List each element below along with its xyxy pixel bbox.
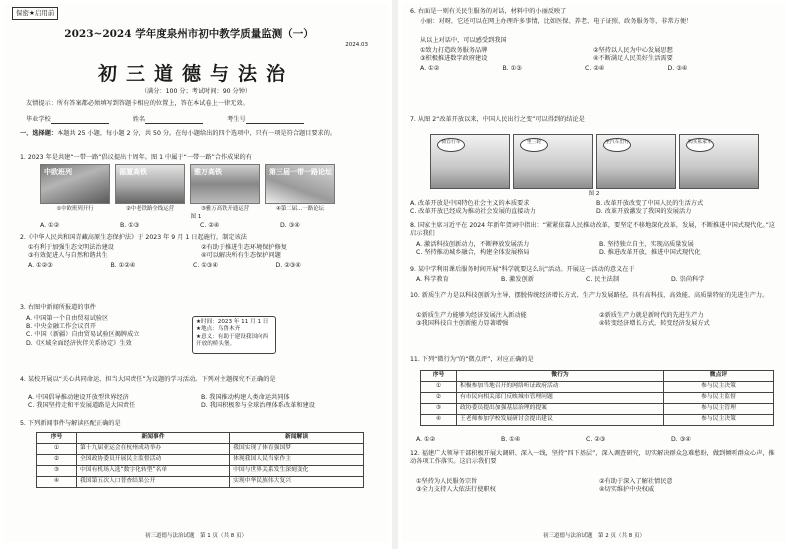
q10-statement: ②新质生产力就是新时代的先进生产力	[599, 312, 704, 319]
option-c[interactable]: C. ①③④	[193, 262, 218, 269]
table-cell: 积极参加当地召开的网络听证政府活动	[457, 382, 664, 393]
page-footer: 初三道德与法治试题 第 1 页（共 8 页）	[145, 532, 247, 539]
section-desc: 本题共 25 小题，每小题 2 分，共 50 分。在每小题给出的四个选项中，只有一项是符合题目要求的。	[57, 130, 337, 137]
q1-options	[40, 222, 360, 230]
question-4: 4. 某校开展以“关心共同命运，担当大国责任”为议题的学习活动。下列对主题探究不正确的是	[20, 376, 276, 383]
field-name: 姓名	[133, 116, 203, 124]
table-cell: 第十九届亚运会在杭州成功举办	[77, 444, 230, 455]
option-c[interactable]: C. ②④	[585, 65, 605, 72]
table-header: 新闻解读	[230, 433, 364, 444]
field-name-line	[145, 117, 203, 124]
option-a[interactable]: A. ①②	[420, 65, 440, 72]
table-cell: 中国与世界关系发生深刻变化	[230, 466, 364, 477]
q12-statement: ①坚持为人民服务宗旨	[416, 478, 478, 485]
question-10: 10. 新质生产力是以科技创新为主导，摆脱传统经济增长方式、生产力发展路径，具有高科技、高效能、高质量特征的先进生产力。	[410, 292, 769, 299]
option-d[interactable]: D. ③④	[671, 436, 691, 443]
q1-image-2	[115, 164, 185, 204]
q7-options	[410, 200, 776, 216]
date-code: 2024.03	[345, 42, 368, 48]
option-b[interactable]: B. ①②④	[110, 262, 136, 269]
q1-caption: ④第二届…一路论坛	[276, 206, 324, 212]
comic-panel-4	[679, 134, 759, 189]
option-a[interactable]: A. ①②	[40, 222, 60, 229]
option-c[interactable]: C. 民主法制	[586, 276, 620, 283]
q12-statement: ③全力支持人大依法行使职权	[416, 486, 496, 494]
table-row	[421, 415, 774, 426]
option-d[interactable]: D. 我国积极参与全球治理体系改革和建设	[201, 402, 315, 410]
section-title: 一、选择题：	[20, 130, 58, 137]
field-school: 毕业学校	[26, 116, 109, 124]
table-cell: 中国有机场入选“数字化转型”名单	[77, 466, 230, 477]
field-school-line	[51, 117, 109, 124]
option-a[interactable]: A. 中国倡导推动建设开放型世界经济	[28, 394, 129, 401]
option-b[interactable]: B. 中央金融工作会议召开	[26, 323, 97, 331]
q2-statement: ①有利于加强生态文明法治建设	[28, 244, 114, 251]
q1-image-3-text: 雅万高铁	[194, 168, 222, 176]
exam-title: 2023~2024 学年度泉州市初中教学质量监测（一）	[64, 28, 314, 40]
table-row	[37, 466, 364, 477]
option-c[interactable]: C. ②③	[586, 436, 606, 443]
option-d[interactable]: D. 改革开放激发了我国的发展活力	[596, 208, 692, 216]
table-cell: 实现中华民族伟大复兴	[230, 477, 364, 488]
table-cell: 王老师参加学校发展研讨会提出建议	[457, 415, 664, 426]
option-c[interactable]: C. 坚持推动城乡融合，构建全体发展格局	[416, 249, 530, 257]
q1-caption: ①中欧班列开行	[56, 206, 94, 212]
table-header: 微点评	[664, 371, 774, 382]
option-a[interactable]: A. ①②	[416, 436, 436, 443]
news-box	[192, 316, 276, 354]
table-header: 序号	[421, 371, 457, 382]
question-3: 3. 右图中新闻所报道的事件	[20, 304, 96, 311]
option-a[interactable]: A. 中国第一个自由贸易试验区	[26, 315, 109, 322]
table-cell: 参与民主管理	[664, 404, 774, 415]
q12-statement: ②有助于深入了解社情民意	[599, 478, 673, 485]
table-cell: 参与民主决策	[664, 382, 774, 393]
q6-statements	[420, 47, 760, 63]
question-6: 6. 右面是一则有关民生服务的对话，材料中的小丽反映了	[410, 8, 567, 15]
q6-lead: 从以上对话中，可以感受到我国	[420, 37, 507, 44]
speech-bubble: 骑自行车	[437, 138, 465, 152]
table-cell: ④	[421, 415, 457, 426]
table-cell: ①	[37, 444, 77, 455]
q6-statement: ③积极推进数字政府建设	[420, 55, 488, 63]
q10-statement: ①新质生产力能够为经济发展注入新动能	[416, 312, 527, 319]
q3-options	[26, 315, 190, 348]
q2-options	[28, 262, 358, 270]
q11-options	[416, 436, 756, 444]
q1-image-1	[40, 164, 110, 204]
figure-1-label: 图 1	[190, 214, 202, 220]
speech-bubble: 坐三轮	[520, 138, 548, 152]
option-a[interactable]: A. 科学教育	[416, 276, 449, 283]
question-12: 12. 福建广大领导干部积极开展大调研、深入一线，坚持“四下基层”，深入调查研究，切实解决群众急难愁盼，做到倾听群众心声，推动各项工作落实。这启示我们要	[410, 450, 775, 466]
table-cell: ②	[37, 455, 77, 466]
field-id: 考生号	[227, 116, 304, 124]
option-c[interactable]: C. 改革开放已经成为推动社会发展的直接动力	[410, 208, 536, 216]
q10-statements	[416, 312, 776, 328]
table-header: 微行为	[457, 371, 664, 382]
comic-panel-2	[513, 134, 593, 189]
student-fields	[26, 116, 371, 124]
table-cell: ①	[421, 382, 457, 393]
option-d[interactable]: D. 推进改革开放，推进中国式现代化	[599, 249, 701, 257]
table-header-row	[37, 433, 364, 444]
option-b[interactable]: B. ①③	[120, 222, 140, 229]
table-cell: 我国实现了体育强国梦	[230, 444, 364, 455]
q2-statement: ④可以解决所有生态保护问题	[201, 252, 281, 260]
table-cell: ③	[37, 466, 77, 477]
q1-image-3	[190, 164, 260, 204]
option-b[interactable]: B. ①③	[502, 65, 522, 72]
option-b[interactable]: B. 改革开放改变了中国人民的生活方式	[596, 200, 704, 207]
option-d[interactable]: D. ②③④	[275, 262, 301, 269]
figure-2-label: 图 2	[588, 191, 600, 197]
q6-statement: ④不断满足人民美好生活需要	[593, 55, 673, 63]
question-11: 11. 下列“微行为”的“微点评”，对应正确的是	[410, 356, 534, 363]
question-9: 9. 某中学利用课后服务时间开展“科学就要这么玩”活动。开展这一活动的意义在于	[410, 266, 635, 273]
q5-table	[36, 432, 364, 488]
question-7: 7. 从图 2“改革开放以来，中国人民出行之变”可以得到的结论是	[410, 116, 585, 123]
secret-label: 保密★启用前	[12, 7, 58, 20]
q1-caption: ②中老铁路全线运营	[126, 206, 174, 212]
q8-options	[416, 241, 776, 257]
q10-statement: ③我国科技自主创新能力显著增强	[416, 320, 509, 328]
table-cell: 政协委员提出加强基层治理的提案	[457, 404, 664, 415]
q1-image-row	[40, 164, 335, 204]
q2-statements	[28, 244, 368, 260]
table-cell: 全国政协委员开展民主监督活动	[77, 455, 230, 466]
option-b[interactable]: B. ①④	[501, 436, 521, 443]
page-footer: 初三道德与法治试题 第 2 页（共 8 页）	[543, 532, 645, 539]
section-heading	[20, 130, 376, 138]
q10-statement: ④转变经济增长方式，转变经济发展方式	[599, 320, 710, 328]
option-c[interactable]: C. ②④	[200, 222, 220, 229]
q1-image-2-text: 福厦高铁	[119, 168, 147, 176]
table-row	[37, 477, 364, 488]
q2-statement: ③有效促进人与自然和谐共生	[28, 252, 108, 260]
option-b[interactable]: B. 我国推动构建人类命运共同体	[201, 394, 290, 401]
table-cell: ②	[421, 393, 457, 404]
q11-table	[420, 370, 774, 426]
option-d[interactable]: D. ③④	[280, 222, 300, 229]
table-row	[421, 382, 774, 393]
exam-page-2	[402, 4, 786, 542]
option-d[interactable]: D.《区域全面经济伙伴关系协定》生效	[26, 339, 132, 347]
table-cell: ③	[421, 404, 457, 415]
table-row	[421, 404, 774, 415]
q12-statement: ④切实维护中央权威	[599, 486, 655, 494]
q1-image-1-text: 中欧班列	[44, 168, 72, 176]
q9-options	[416, 276, 756, 284]
table-row	[37, 444, 364, 455]
news-place: ★地点：乌鲁木齐	[196, 326, 241, 333]
q1-image-4-text: 第三届一带一路论坛	[269, 168, 332, 176]
table-cell: 参与民主决策	[664, 415, 774, 426]
table-row	[421, 393, 774, 404]
q1-caption-row	[40, 206, 335, 213]
exam-page-1	[4, 4, 388, 542]
table-cell: 参与民主监督	[664, 393, 774, 404]
news-time: ★时间：2023 年 11 月 1 日	[196, 319, 269, 325]
speech-bubble: 购买私家车	[686, 138, 714, 152]
figure-2-comic	[430, 134, 759, 189]
table-cell: 我国第五次人口普查结果公开	[77, 477, 230, 488]
table-header: 序号	[37, 433, 77, 444]
q1-caption: ③雅万高铁开通运营	[201, 206, 249, 212]
table-header-row	[421, 371, 774, 382]
table-cell: 体现我国人民当家作主	[230, 455, 364, 466]
question-5: 5. 下列新闻事件与解读匹配正确的是	[20, 420, 121, 427]
option-a[interactable]: A. 激活科技创新动力，不断释放发展活力	[416, 241, 530, 248]
table-row	[37, 455, 364, 466]
comic-panel-1	[430, 134, 510, 189]
q1-image-4	[265, 164, 335, 204]
page-gutter	[392, 0, 398, 549]
q6-quote: 小丽：对呀，它还可以在网上办理许多事情，比如医保、养老、电子证照、政务服务等，非常方便！	[420, 18, 693, 25]
option-d[interactable]: D. 崇尚科学	[671, 276, 705, 283]
q12-statements	[416, 478, 776, 494]
subject-title: 初三道德与法治	[97, 63, 294, 85]
table-header: 新闻事件	[77, 433, 230, 444]
option-d[interactable]: D. ③④	[667, 65, 688, 72]
exam-tip: 友情提示：所有答案都必须填写到答题卡相应的位置上，答在本试卷上一律无效。	[26, 100, 249, 107]
field-id-line	[246, 117, 304, 124]
option-a[interactable]: A. ①②③	[28, 262, 53, 269]
news-content: ★意义：有助于建设我国向西开放的桥头堡。	[196, 333, 269, 348]
question-8: 8. 国家主席习近平在 2024 年新年贺词中指出：“紧紧依靠人民推动改革，要坚定不移地深化改革，发展，不断推进中国式现代化。”这启示我们	[410, 222, 775, 238]
option-b[interactable]: B. 坚持独立自主，实现高质量发展	[599, 241, 694, 248]
q6-statement: ①致力打造政务服务品牌	[420, 47, 488, 54]
q6-statement: ②坚持以人民为中心发展思想	[593, 47, 673, 54]
q4-options	[28, 394, 368, 410]
table-cell: 有市民向相关部门反映城市管理问题	[457, 393, 664, 404]
table-cell: ④	[37, 477, 77, 488]
comic-panel-3	[596, 134, 676, 189]
question-1: 1. 2023 年是共建“一带一路”倡议提出十周年。图 1 中属于“一带一路”合作成果的有	[20, 154, 252, 161]
option-a[interactable]: A. 改革开放是中国特色社会主义的本质要求	[410, 200, 530, 207]
exam-info: （满分：100 分；考试时间：90 分钟）	[140, 88, 252, 95]
option-c[interactable]: C. 我国坚持走和平发展道路是大国责任	[28, 402, 136, 410]
option-b[interactable]: B. 激发创新	[501, 276, 534, 283]
speech-bubble: 坐汽车出行	[603, 138, 631, 152]
option-c[interactable]: C. 中国（新疆）自由贸易试验区揭牌成立	[26, 331, 140, 339]
question-2: 2.《中华人民共和国青藏高原生态保护法》于 2023 年 9 月 1 日起施行，制定该法	[20, 234, 247, 241]
q2-statement: ②有助于推进生态环境保护修复	[201, 244, 287, 251]
q6-options	[420, 65, 750, 73]
